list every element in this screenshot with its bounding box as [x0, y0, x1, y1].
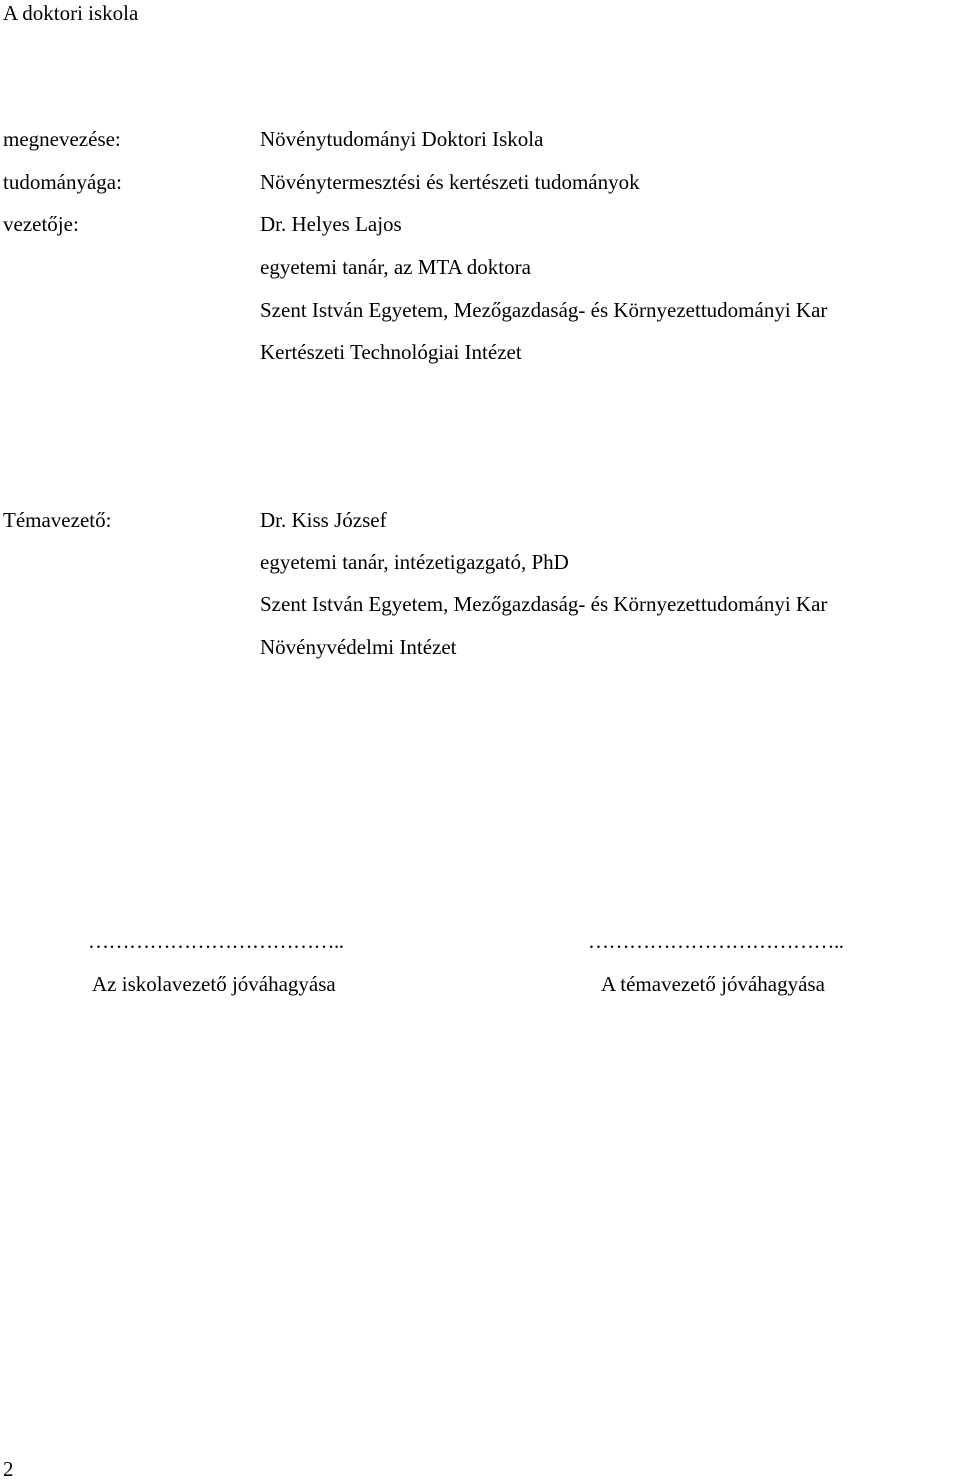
school-name-label: megnevezése:	[3, 127, 121, 151]
school-head-institution: Szent István Egyetem, Mezőgazdaság- és Környezettudományi Kar	[260, 298, 828, 322]
school-field-label: tudományága:	[3, 170, 122, 194]
left-signature-caption: Az iskolavezető jóváhagyása	[92, 972, 336, 996]
supervisor-institution: Szent István Egyetem, Mezőgazdaság- és Környezettudományi Kar	[260, 592, 828, 616]
supervisor-title: egyetemi tanár, intézetigazgató, PhD	[260, 550, 569, 574]
supervisor-label: Témavezető:	[3, 508, 112, 532]
supervisor-name: Dr. Kiss József	[260, 508, 387, 532]
school-name-value: Növénytudományi Doktori Iskola	[260, 127, 544, 151]
right-signature-caption: A témavezető jóváhagyása	[601, 972, 825, 996]
page-number: 2	[3, 1457, 14, 1481]
school-head-department: Kertészeti Technológiai Intézet	[260, 340, 522, 364]
supervisor-department: Növényvédelmi Intézet	[260, 635, 457, 659]
school-head-name: Dr. Helyes Lajos	[260, 212, 402, 236]
school-head-title: egyetemi tanár, az MTA doktora	[260, 255, 531, 279]
left-signature-line: ………………………………..	[88, 929, 344, 953]
page-title: A doktori iskola	[3, 1, 139, 25]
right-signature-line: ………………………………..	[588, 929, 844, 953]
school-head-label: vezetője:	[3, 212, 79, 236]
school-field-value: Növénytermesztési és kertészeti tudományok	[260, 170, 640, 194]
